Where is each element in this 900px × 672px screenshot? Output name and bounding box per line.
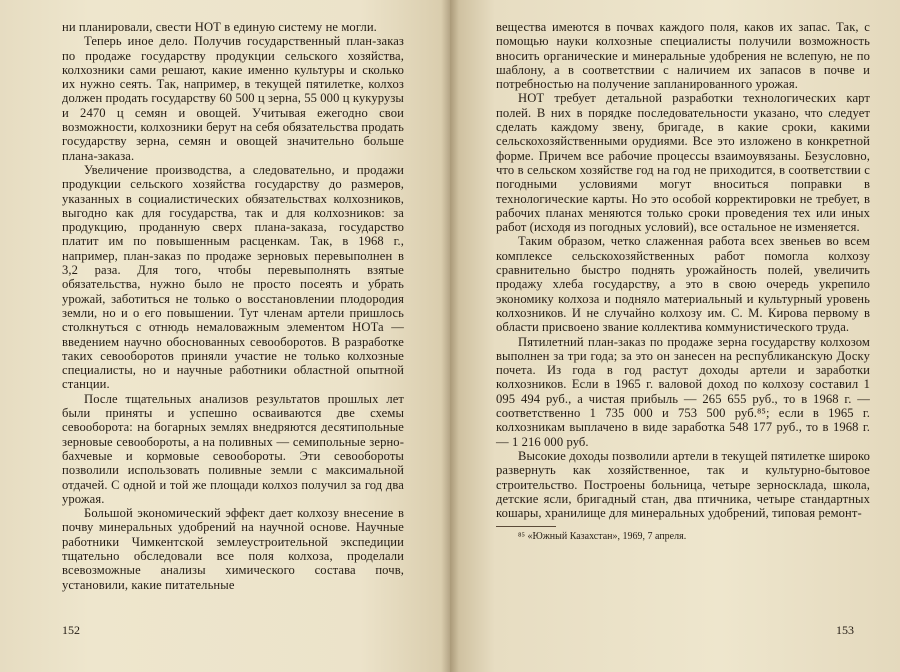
paragraph: ни планировали, свести НОТ в единую систему не могли. bbox=[62, 20, 377, 34]
footnote: ⁸⁵ «Южный Казахстан», 1969, 7 апреля. bbox=[518, 531, 687, 543]
page-number: 152 bbox=[62, 623, 80, 637]
right-page bbox=[450, 0, 900, 672]
paragraph: Пятилетний план-заказ по продаже зерна государству колхозом выполнен за три года; за это он занесен на республиканскую Доску почета. Из года в год растут доходы артели и заработки колхозников. Если в 1965 г. валовой доход по колхозу составил 1 095 494 руб., а чистая прибыль — 265 655 руб., то в 1968 г. — соответственно 1 735 000 и 753 500 руб.⁸⁵; если в 1965 г. колхозникам выплачено в виде заработка 548 177 руб., то в 1968 г. — 1 216 000 руб. bbox=[496, 334, 870, 449]
paragraph: Таким образом, четко слаженная работа всех звеньев во всем комплексе сельскохозяйственных работ помогла колхозу сравнительно быстро поднять урожайность полей, увеличить продажу хлеба государству, а это в свою очередь укрепило экономику колхоза и подняло материальный и культурный уровень колхозников. И не случайно колхозу им. С. М. Кирова первому в области присвоено звание коллектива коммунистического труда. bbox=[496, 234, 870, 335]
paragraph: Большой экономический эффект дает колхозу внесение в почву минеральных удобрений на научной основе. Научные работники Чимкентской землеустроительной экспедиции тщательно обследовали все поля колхоза, проделали всевозможные анализы химического состава почв, установили, какие питательные bbox=[62, 506, 404, 592]
left-page-text bbox=[62, 20, 404, 592]
paragraph: Высокие доходы позволили артели в текущей пятилетке широко развернуть как хозяйственное, так и культурно-бытовое строительство. Построены больница, четыре зерносклада, школа, детские ясли, бригадный стан, два птичника, четыре стандартных кошары, хранилище для минеральных удобрений, типовая ремонт- bbox=[496, 448, 870, 521]
paragraph: НОТ требует детальной разработки технологических карт полей. В них в порядке последовательности указано, что следует сделать каждому звену, бригаде, в какие сроки, какими сельскохозяйственными орудиями. Все это изложено в конкретной форме. Причем все рабочие процессы взаимоувязаны. Безусловно, что в сельском хозяйстве год на год не приходится, в соответствии с погодными условиями могут вноситься поправки в технологические карты. Но это особой корректировки не требует, в рабочих планах меняются только сроки проведения тех или иных работ (исходя из погодных условий), все остальное не изменяется. bbox=[496, 91, 870, 235]
right-page-text bbox=[496, 20, 870, 520]
paragraph: Увеличение производства, а следовательно, и продажи продукции сельского хозяйства государству до размеров, указанных в социалистических обязательствах колхозников, выгодно как для государства, так и для колхозников: за продукцию, проданную сверх плана-заказа, государство платит им по повышенным расценкам. Так, в 1968 г., например, план-заказ по продаже зерновых перевыполнен в 3,2 раза. Для того, чтобы перевыполнять взятые обязательства, нужно было не просто посеять и убрать урожай, заботиться не только о восстановлении плодородия земли, но и о его повышении. Тут членам артели пришлось столкнуться с отнюдь немаловажным элементом НОТа — введением научно обоснованных севооборотов. В разработке таких севооборотов приняли участие не только колхозные специалисты, но и научные работники областной опытной станции. bbox=[62, 162, 404, 392]
footnote-rule bbox=[496, 526, 556, 527]
book-gutter bbox=[441, 0, 459, 672]
paragraph: Теперь иное дело. Получив государственный план-заказ по продаже государству продукции сельского хозяйства, колхозники сами решают, какие именно культуры и сколько их нужно сеять. Так, например, в текущей пятилетке, колхоз должен продать государству 60 500 ц зерна, 55 000 ц кукурузы и 2470 ц семян и овощей. Учитывая ежегодно свои возможности, колхозники берут на себя обязательства продать государству зерна, семян и овощей значительно больше плана-заказа. bbox=[62, 34, 404, 163]
paragraph: вещества имеются в почвах каждого поля, каков их запас. Так, с помощью науки колхозные специалисты получили возможность вносить органические и минеральные удобрения не вслепую, не по шаблону, а в соответствии с наличием их запасов в почве и потребностью на получение запланированного урожая. bbox=[496, 20, 870, 92]
paragraph: После тщательных анализов результатов прошлых лет были приняты и успешно осваиваются две схемы севооборота: на богарных землях внедряются десятипольные зерновые севообороты, а на поливных — семипольные зерно-бахчевые и кормовые севообороты. Эти севообороты позволили использовать поливные земли с максимальной отдачей. С одной и той же площади колхоз получил за год два урожая. bbox=[62, 391, 404, 506]
page-number: 153 bbox=[836, 623, 854, 637]
